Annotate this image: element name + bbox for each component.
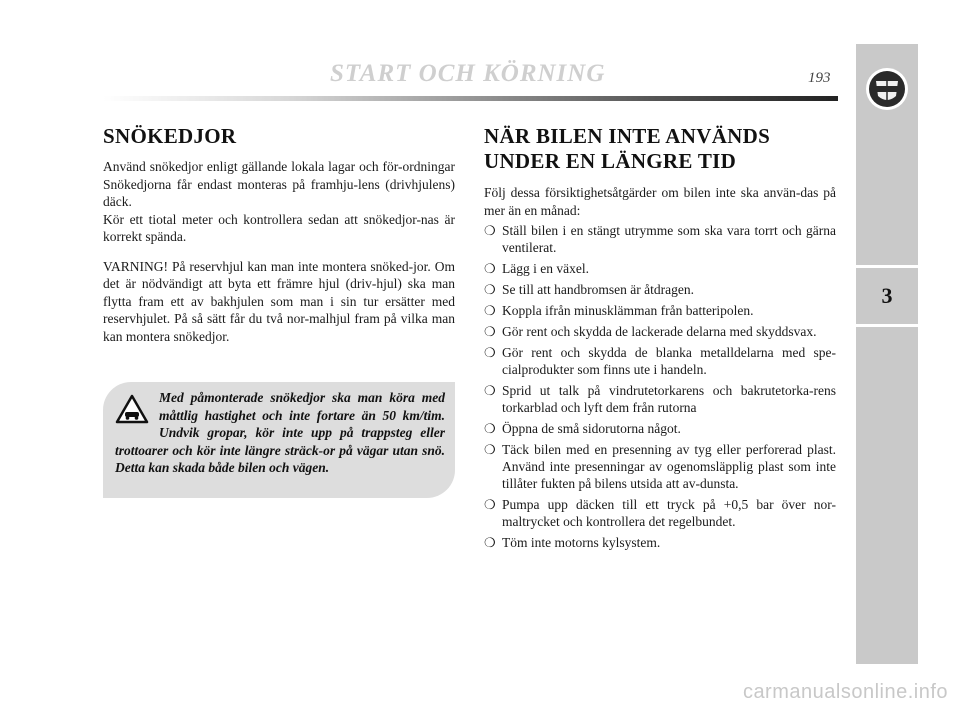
left-column xyxy=(103,124,455,345)
list-item-text: Gör rent och skydda de blanka metalldelarna med spe-cialprodukter som finns ute i handeln. xyxy=(502,345,836,377)
list-item-text: Sprid ut talk på vindrutetorkarens och bakrutetorka-rens torkarblad och lyft dem från rutorna xyxy=(502,383,836,415)
bullet-circle-icon: ❍ xyxy=(484,324,496,339)
list-item-text: Gör rent och skydda de lackerade delarna med skyddsvax. xyxy=(502,324,817,339)
list-item-text: Pumpa upp däcken till ett tryck på +0,5 bar över nor-maltrycket och kontrollera det regelbundet. xyxy=(502,497,836,529)
list-item-text: Se till att handbromsen är åtdragen. xyxy=(502,282,694,297)
list-item xyxy=(484,281,836,298)
section-heading-storage: NÄR BILEN INTE ANVÄNDS UNDER EN LÄNGRE TID xyxy=(484,124,771,173)
list-item xyxy=(484,441,836,492)
bullet-circle-icon: ❍ xyxy=(484,442,496,457)
bullet-circle-icon: ❍ xyxy=(484,383,496,398)
page-number: 193 xyxy=(808,70,831,86)
warning-text: Med påmonterade snökedjor ska man köra med måttlig hastighet och inte fortare än 50 km/tim. Undvik gropar, kör inte upp på trappsteg eller trottoarer och kör inte längre sträck-or på vägar utan snö. Detta kan skada både bilen och vägen. xyxy=(115,390,445,475)
list-item-text: Ställ bilen i en stängt utrymme som ska vara torrt och gärna ventilerat. xyxy=(502,223,836,255)
list-item xyxy=(484,382,836,416)
right-column xyxy=(484,124,836,555)
bullet-circle-icon: ❍ xyxy=(484,345,496,360)
list-item-text: Täck bilen med en presenning av tyg eller perforerad plast. Använd inte presenningar av ogenomsläpplig plast som inte tillåter fukten på bilens utsida att av-dunsta. xyxy=(502,442,836,491)
header-rule xyxy=(103,96,838,101)
list-item xyxy=(484,534,836,551)
bullet-circle-icon: ❍ xyxy=(484,303,496,318)
list-item xyxy=(484,260,836,277)
chapter-number: 3 xyxy=(856,265,918,327)
list-item xyxy=(484,496,836,530)
bullet-circle-icon: ❍ xyxy=(484,535,496,550)
list-item xyxy=(484,420,836,437)
watermark[interactable]: carmanualsonline.info xyxy=(742,681,948,703)
list-item xyxy=(484,222,836,256)
list-item-text: Öppna de små sidorutorna något. xyxy=(502,421,681,436)
list-item xyxy=(484,344,836,378)
list-item-text: Töm inte motorns kylsystem. xyxy=(502,535,661,550)
page-title: START OCH KÖRNING xyxy=(330,60,606,87)
bullet-circle-icon: ❍ xyxy=(484,223,496,238)
precaution-list xyxy=(484,222,836,551)
list-item-text: Koppla ifrån minusklämman från batteripolen. xyxy=(502,303,754,318)
list-item xyxy=(484,302,836,319)
section-heading-snow-chains: SNÖKEDJOR xyxy=(103,124,237,148)
bullet-circle-icon: ❍ xyxy=(484,497,496,512)
warning-box xyxy=(103,382,455,498)
chapter-side-tab xyxy=(856,44,918,664)
paragraph: VARNING! På reservhjul kan man inte montera snöked-jor. Om det är nödvändigt att byta ett främre hjul (driv-hjul) ska man flytta fram ett av bakhjulen som man i sin tur ersätter med reservhjulet. På så sätt får du två nor-malhjul fram på vilka man kan montera snökedjor. xyxy=(103,258,455,344)
lancia-logo-icon xyxy=(864,66,910,112)
list-item-text: Lägg i en växel. xyxy=(502,261,589,276)
bullet-circle-icon: ❍ xyxy=(484,282,496,297)
bullet-circle-icon: ❍ xyxy=(484,421,496,436)
intro-paragraph: Följ dessa försiktighetsåtgärder om bilen inte ska använ-das på mer än en månad: xyxy=(484,185,836,218)
paragraph: Kör ett tiotal meter och kontrollera sedan att snökedjor-nas är korrekt spända. xyxy=(103,211,455,244)
bullet-circle-icon: ❍ xyxy=(484,261,496,276)
list-item xyxy=(484,323,836,340)
paragraph: Använd snökedjor enligt gällande lokala lagar och för-ordningar Snökedjorna får endast monteras på framhju-lens (drivhjulens) däck. xyxy=(103,159,455,209)
